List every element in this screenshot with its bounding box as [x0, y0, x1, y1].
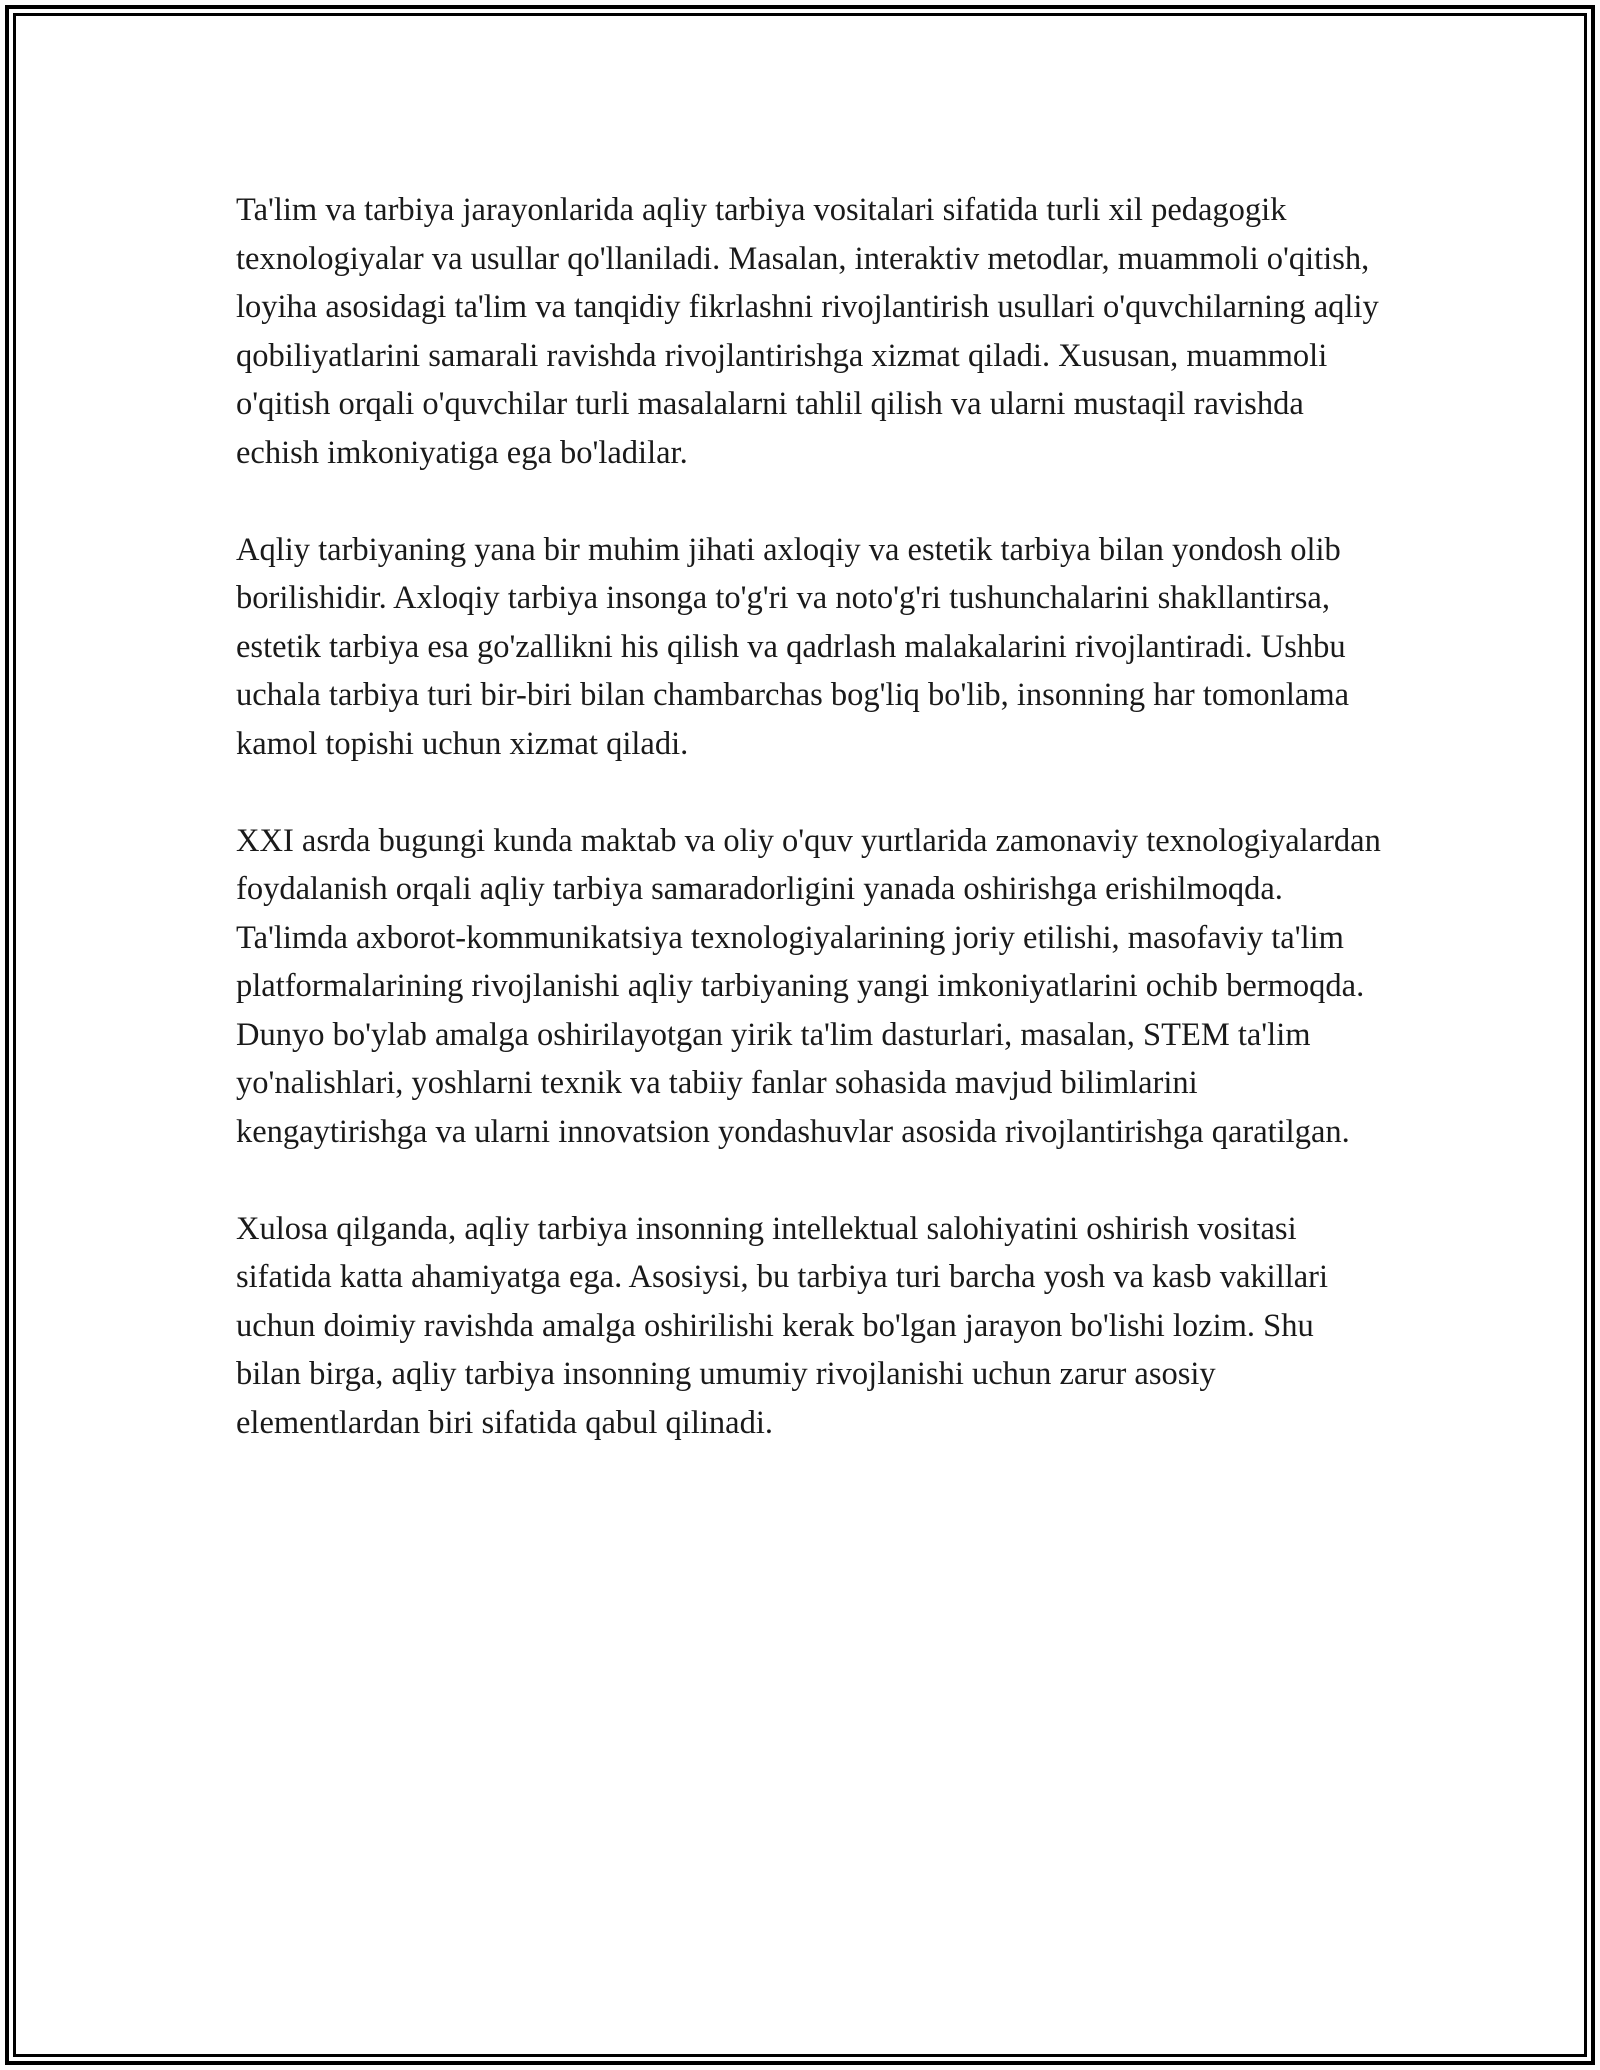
- document-body: [236, 186, 1386, 1447]
- paragraph: Aqliy tarbiyaning yana bir muhim jihati axloqiy va estetik tarbiya bilan yondosh olib borilishidir. Axloqiy tarbiya insonga to'g'ri va noto'g'ri tushunchalarini shakllantirsa, estetik tarbiya esa go'zallikni his qilish va qadrlash malakalarini rivojlantiradi. Ushbu uchala tarbiya turi bir-biri bilan chambarchas bog'liq bo'lib, insonning har tomonlama kamol topishi uchun xizmat qiladi.: [236, 531, 1350, 762]
- paragraph: XXI asrda bugungi kunda maktab va oliy o'quv yurtlarida zamonaviy texnologiyalardan foydalanish orqali aqliy tarbiya samaradorligini yanada oshirishga erishilmoqda. Ta'limda axborot-kommunikatsiya texnologiyalarining joriy etilishi, masofaviy ta'lim platformalarining rivojlanishi aqliy tarbiyaning yangi imkoniyatlarini ochib bermoqda. Dunyo bo'ylab amalga oshirilayotgan yirik ta'lim dasturlari, masalan, STEM ta'lim yo'nalishlari, yoshlarni texnik va tabiiy fanlar sohasida mavjud bilimlarini kengaytirishga va ularni innovatsion yondashuvlar asosida rivojlantirishga qaratilgan.: [236, 822, 1381, 1150]
- paragraph: Ta'lim va tarbiya jarayonlarida aqliy tarbiya vositalari sifatida turli xil pedagogik texnologiyalar va usullar qo'llaniladi. Masalan, interaktiv metodlar, muammoli o'qitish, loyiha asosidagi ta'lim va tanqidiy fikrlashni rivojlantirish usullari o'quvchilarning aqliy qobiliyatlarini samarali ravishda rivojlantirishga xizmat qiladi. Xususan, muammoli o'qitish orqali o'quvchilar turli masalalarni tahlil qilish va ularni mustaqil ravishda echish imkoniyatiga ega bo'ladilar.: [236, 192, 1379, 471]
- paragraph: Xulosa qilganda, aqliy tarbiya insonning intellektual salohiyatini oshirish vositasi sifatida katta ahamiyatga ega. Asosiysi, bu tarbiya turi barcha yosh va kasb vakillari uchun doimiy ravishda amalga oshirilishi kerak bo'lgan jarayon bo'lishi lozim. Shu bilan birga, aqliy tarbiya insonning umumiy rivojlanishi uchun zarur asosiy elementlardan biri sifatida qabul qilinadi.: [236, 1210, 1329, 1441]
